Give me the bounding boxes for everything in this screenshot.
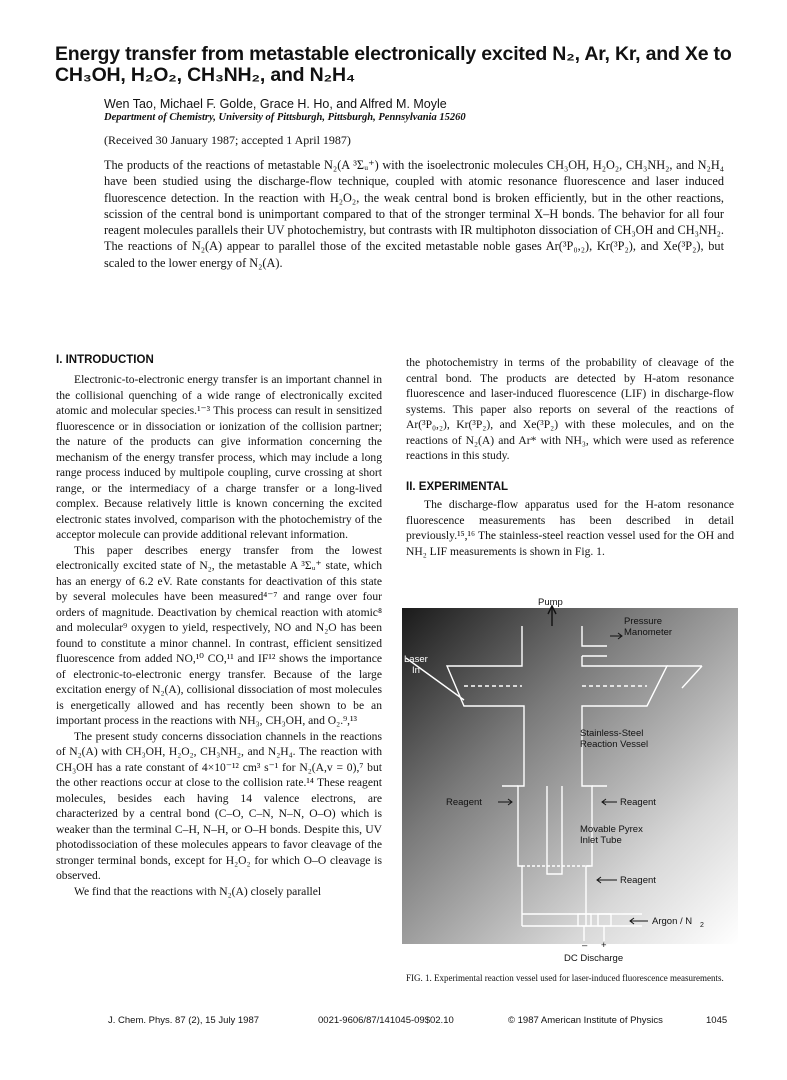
- right-column-top: [406, 355, 734, 464]
- label-plus: +: [601, 940, 607, 951]
- label-movable-1: Movable Pyrex: [580, 824, 643, 835]
- label-minus: –: [582, 940, 588, 951]
- label-laser-in: In: [412, 665, 420, 676]
- paragraph: We find that the reactions with N₂(A) closely parallel: [74, 884, 322, 898]
- label-pump: Pump: [538, 597, 563, 608]
- figure-reaction-vessel: [402, 596, 738, 974]
- figure-background: [402, 608, 738, 944]
- paragraph: The discharge-flow apparatus used for the H-atom resonance fluorescence measurements has been described in detail previously.¹⁵,¹⁶ The stainless-steel reaction vessel used for the OH and NH₂ LIF measurements is shown in Fig. 1.: [406, 498, 734, 558]
- authors: Wen Tao, Michael F. Golde, Grace H. Ho, and Alfred M. Moyle: [104, 97, 447, 111]
- label-reagent-left: Reagent: [446, 797, 482, 808]
- footer-journal: J. Chem. Phys. 87 (2), 15 July 1987: [108, 1015, 260, 1026]
- left-column: [56, 372, 382, 899]
- section-heading-experimental: II. EXPERIMENTAL: [406, 481, 509, 493]
- footer-page-number: 1045: [706, 1015, 728, 1026]
- received-date: (Received 30 January 1987; accepted 1 April 1987): [104, 133, 351, 147]
- paper-title: Energy transfer from metastable electronically excited N₂, Ar, Kr, and Xe to CH₃OH, H₂O₂, CH₃NH₂, and N₂H₄: [55, 43, 732, 86]
- label-manometer: Manometer: [624, 627, 673, 638]
- label-dc-discharge: DC Discharge: [564, 953, 624, 964]
- section-heading-introduction: I. INTRODUCTION: [56, 354, 154, 366]
- paragraph: Electronic-to-electronic energy transfer is an important channel in the collisional quenching of a wide range of electronically excited atomic and molecular species.¹⁻³ This process can result in sensitized fluorescence or in dissociation or ionization of the collision partner; the nature of the products can give information concerning the mechanism of the energy transfer process, which may include a long range process induced by multipole coupling, curve crossing at short range, or the intermediacy of a charge transfer or a long-lived complex. Because relatively little is known concerning the excited electronic states involved, comparison with the photochemistry of the acceptor molecule can provide additional relevant information.: [56, 373, 382, 541]
- figure-caption: FIG. 1. Experimental reaction vessel used for laser-induced fluorescence measurements.: [406, 973, 724, 983]
- footer-copyright: © 1987 American Institute of Physics: [508, 1015, 663, 1026]
- label-laser: Laser: [404, 654, 428, 665]
- label-vessel-1: Stainless-Steel: [580, 728, 644, 739]
- abstract: The products of the reactions of metastable N₂(A ³Σᵤ⁺) with the isoelectronic molecules CH₃OH, H₂O₂, CH₃NH₂, and N₂H₄ have been studied using the discharge-flow technique, coupled with atomic resonance fluorescence and laser induced fluorescence detection. In the reaction with H₂O₂, the weak central bond is broken efficiently, but in the other reactions, scission of the central bond is unimportant compared to that of the stronger terminal X–H bonds. The behavior for all four reagent molecules parallels their UV photochemistry, but contrasts with IR multiphoton dissociation of CH₃OH and CH₃NH₂. The reactions of N₂(A) appear to parallel those of the excited metastable noble gases Ar(³P₀,₂), Kr(³P₂), and Xe(³P₂), but scaled to the lower energy of N₂(A).: [104, 158, 724, 270]
- footer-code: 0021-9606/87/141045-09$02.10: [318, 1015, 454, 1026]
- right-column-experimental: [406, 497, 734, 559]
- label-vessel-2: Reaction Vessel: [580, 739, 649, 750]
- paragraph: This paper describes energy transfer from the lowest electronically excited state of N₂, the metastable A ³Σᵤ⁺ state, which has an energy of 6.2 eV. Rate constants for deactivation of this state by several molecules have been measured⁴⁻⁷ and range over four orders of magnitude. Deactivation by chemical reaction with atomic⁸ and molecular⁹ oxygen to yield, respectively, NO and N₂O has been found to constitute a minor channel. In contrast, efficient sensitized fluorescence from added NO,¹⁰ CO,¹¹ and IF¹² shows the importance of electronic-to-electronic energy transfer. Because of the large excitation energy of N₂(A), collisional dissociation of most molecules is energetically allowed and has recently been shown to be an important process in the reactions with NH₃, CH₃OH, and O₂.⁹,¹³: [56, 543, 382, 727]
- label-movable-2: Inlet Tube: [580, 835, 622, 846]
- paragraph: the photochemistry in terms of the probability of cleavage of the central bond. The products are detected by H-atom resonance fluorescence and laser-induced fluorescence (LIF) in discharge-flow systems. This paper also reports on several of the reactions of Ar(³P₀,₂), Kr(³P₂), and Xe(³P₂) with these molecules, and on the reactions of N₂(A) and Ar* with NH₃, which were used as reference reactions in this study.: [406, 356, 734, 462]
- affiliation: Department of Chemistry, University of Pittsburgh, Pittsburgh, Pennsylvania 15260: [104, 112, 466, 123]
- label-argon: Argon / N: [652, 916, 693, 927]
- paragraph: The present study concerns dissociation channels in the reactions of N₂(A) with CH₃OH, H₂O₂, CH₃NH₂, and N₂H₄. The reaction with CH₃OH has a rate constant of 4×10⁻¹² cm³ s⁻¹ for N₂(A,v = 0),⁷ but the other reactions occur at close to the collision rate.¹⁴ These reagent molecules, besides each having 14 valence electrons, are characterized by a central bond (C–O, C–N, N–N, O–O) which is weaker than the terminal C–H, N–H, or O–H bonds. Despite this, UV photodissociation of these molecules appears to favor cleavage of the stronger terminal bonds, except for H₂O₂ for which O–O cleavage is observed.: [56, 729, 382, 882]
- label-argon-subscript: 2: [700, 922, 704, 929]
- label-pressure: Pressure: [624, 616, 663, 627]
- label-reagent-right-1: Reagent: [620, 797, 656, 808]
- label-reagent-right-2: Reagent: [620, 875, 656, 886]
